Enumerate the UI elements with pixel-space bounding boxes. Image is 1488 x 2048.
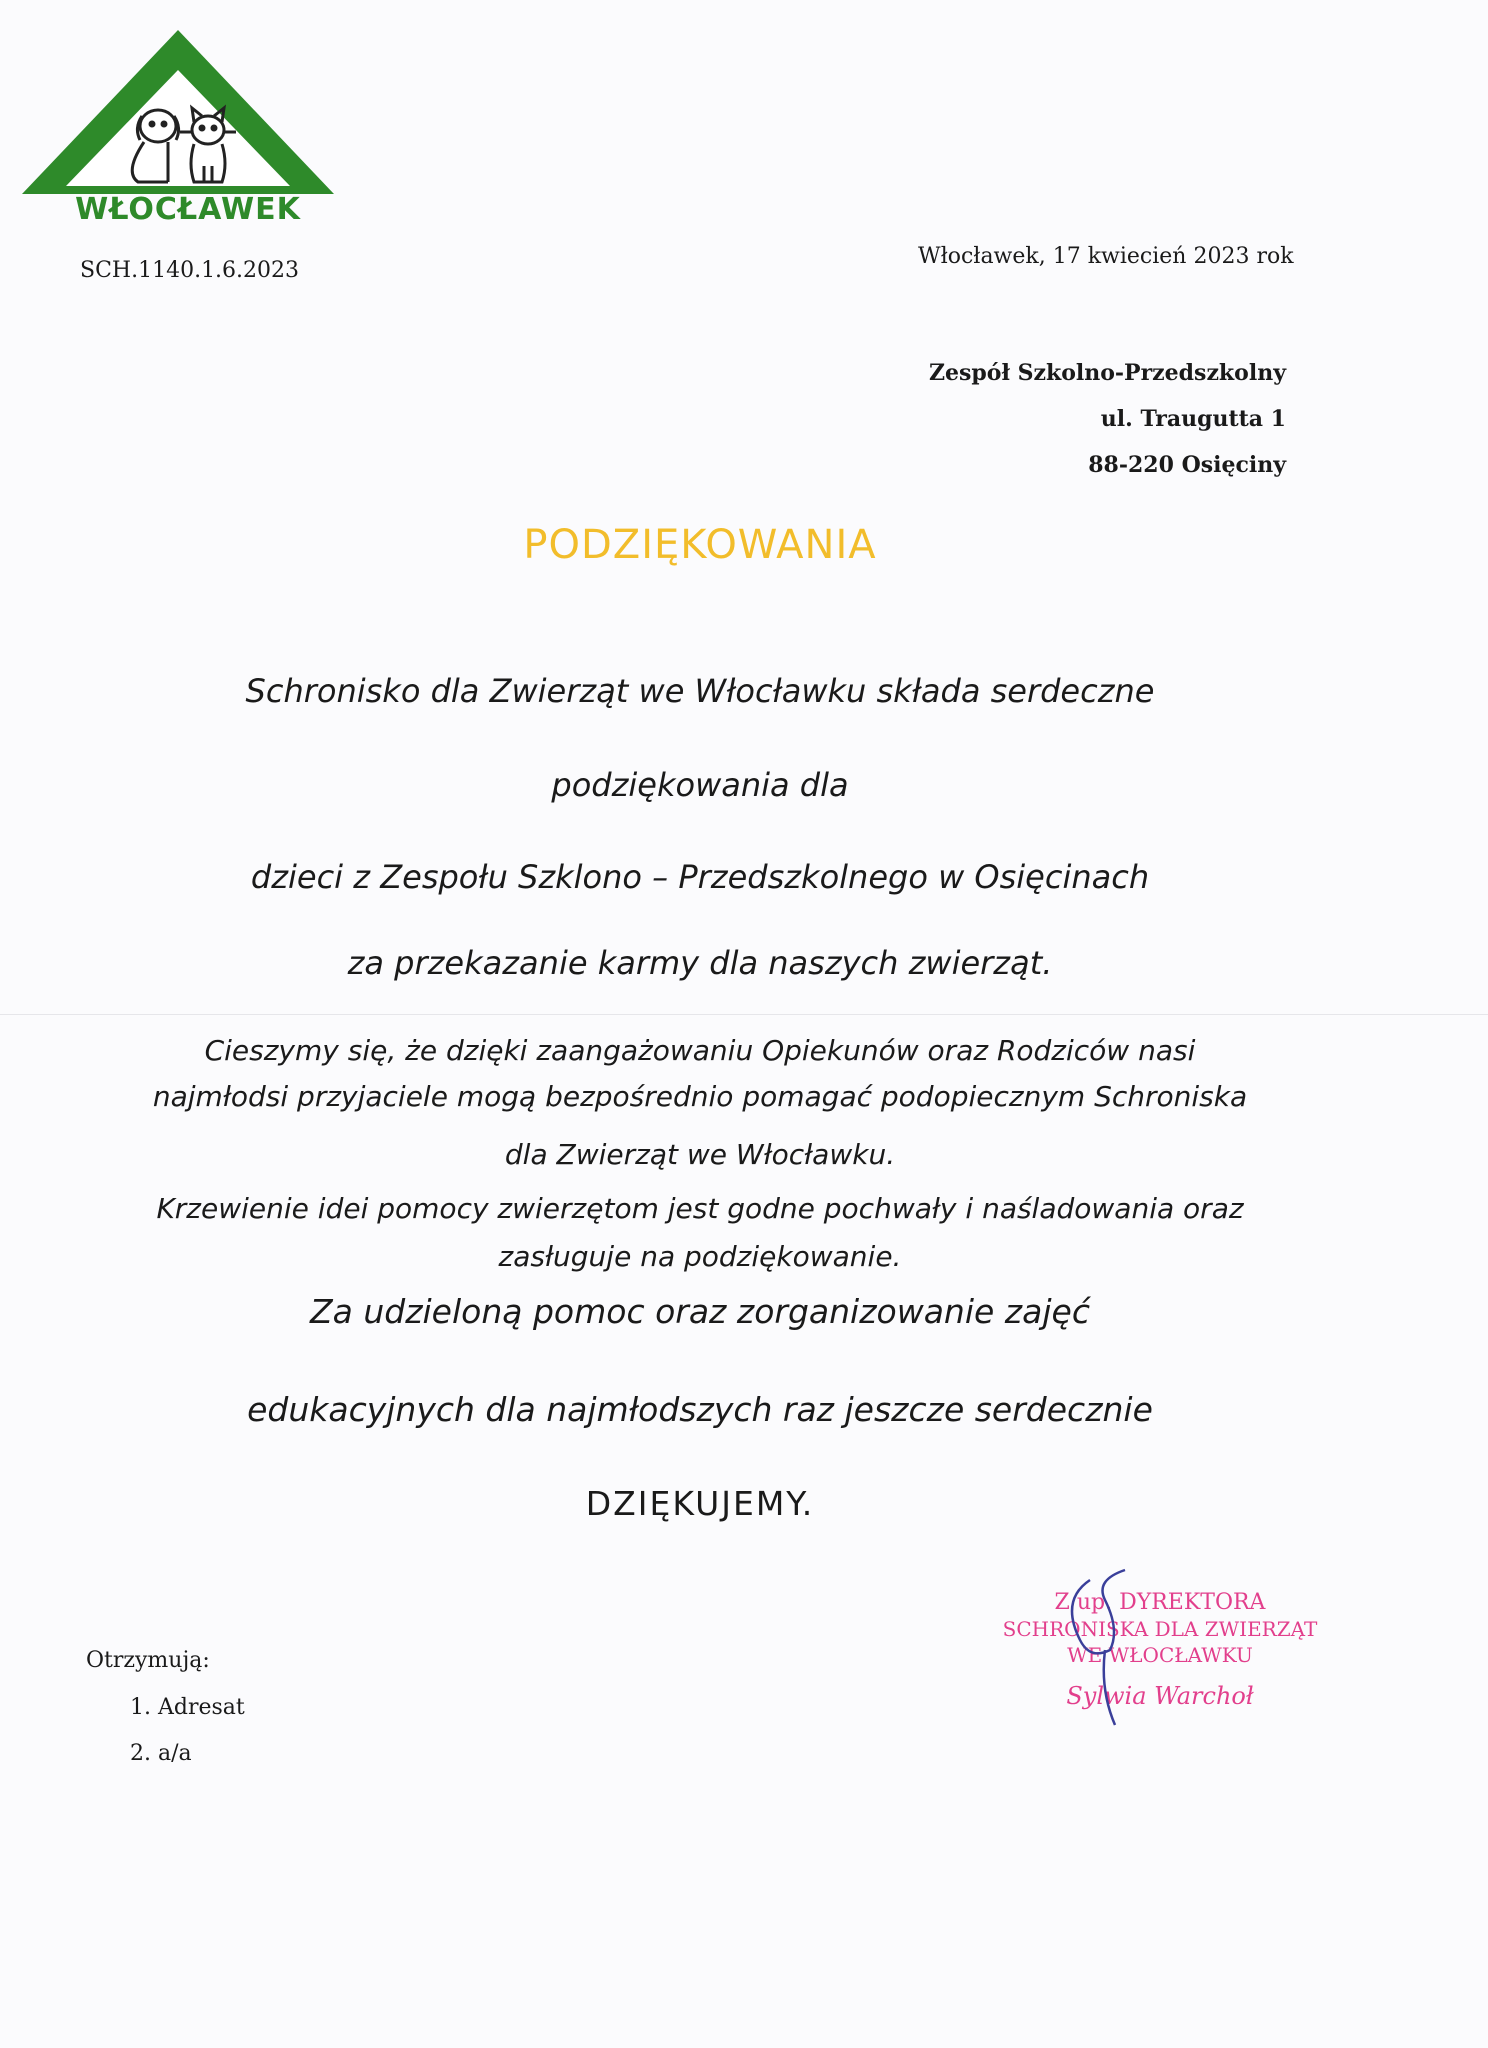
body-line: Schronisko dla Zwierząt we Włocławku składa serdeczne bbox=[245, 672, 1155, 710]
reference-number: SCH.1140.1.6.2023 bbox=[80, 258, 300, 283]
stamp-line: WE WŁOCŁAWKU bbox=[1067, 1643, 1253, 1667]
letter-title: PODZIĘKOWANIA bbox=[523, 522, 877, 568]
list-item: 1. Adresat bbox=[130, 1695, 245, 1720]
shelter-logo bbox=[18, 26, 338, 236]
list-item: 2. a/a bbox=[130, 1741, 192, 1766]
paragraph-line: zasługuje na podziękowanie. bbox=[498, 1240, 902, 1273]
stamp-signatory: Sylwia Warchoł bbox=[1066, 1682, 1254, 1710]
recipients-list bbox=[130, 1695, 245, 1787]
fold-line bbox=[0, 1014, 1488, 1015]
logo-triangle bbox=[18, 26, 338, 201]
recipient-address bbox=[929, 350, 1286, 488]
body-line: dzieci z Zespołu Szklono – Przedszkolnego w Osięcinach bbox=[250, 858, 1150, 896]
paragraph-line: dla Zwierząt we Włocławku. bbox=[504, 1138, 896, 1171]
handwritten-signature bbox=[1050, 1560, 1150, 1730]
body-line: podziękowania dla bbox=[551, 766, 849, 804]
closing-thanks: DZIĘKUJEMY. bbox=[585, 1484, 815, 1523]
official-stamp bbox=[980, 1590, 1340, 1710]
stamp-line: SCHRONISKA DLA ZWIERZĄT bbox=[1002, 1617, 1318, 1641]
closing-line: edukacyjnych dla najmłodszych raz jeszcze serdecznie bbox=[247, 1390, 1153, 1429]
paragraph-line: najmłodsi przyjaciele mogą bezpośrednio pomagać podopiecznym Schroniska bbox=[152, 1080, 1248, 1113]
letter-date: Włocławek, 17 kwiecień 2023 rok bbox=[918, 244, 1294, 269]
recipients-label: Otrzymują: bbox=[86, 1648, 210, 1673]
address-line: Zespół Szkolno-Przedszkolny bbox=[928, 360, 1286, 386]
stamp-line: Z up. DYREKTORA bbox=[1054, 1590, 1266, 1615]
paragraph-line: Krzewienie idei pomocy zwierzętom jest godne pochwały i naśladowania oraz bbox=[156, 1192, 1244, 1225]
address-line: 88-220 Osięciny bbox=[1088, 452, 1286, 478]
paragraph-line: Cieszymy się, że dzięki zaangażowaniu Opiekunów oraz Rodziców nasi bbox=[204, 1034, 1196, 1067]
logo-city-name: WŁOCŁAWEK bbox=[75, 192, 301, 227]
body-line: za przekazanie karmy dla naszych zwierząt. bbox=[347, 944, 1053, 982]
closing-line: Za udzieloną pomoc oraz zorganizowanie zajęć bbox=[310, 1292, 1090, 1331]
address-line: ul. Traugutta 1 bbox=[1100, 406, 1286, 432]
